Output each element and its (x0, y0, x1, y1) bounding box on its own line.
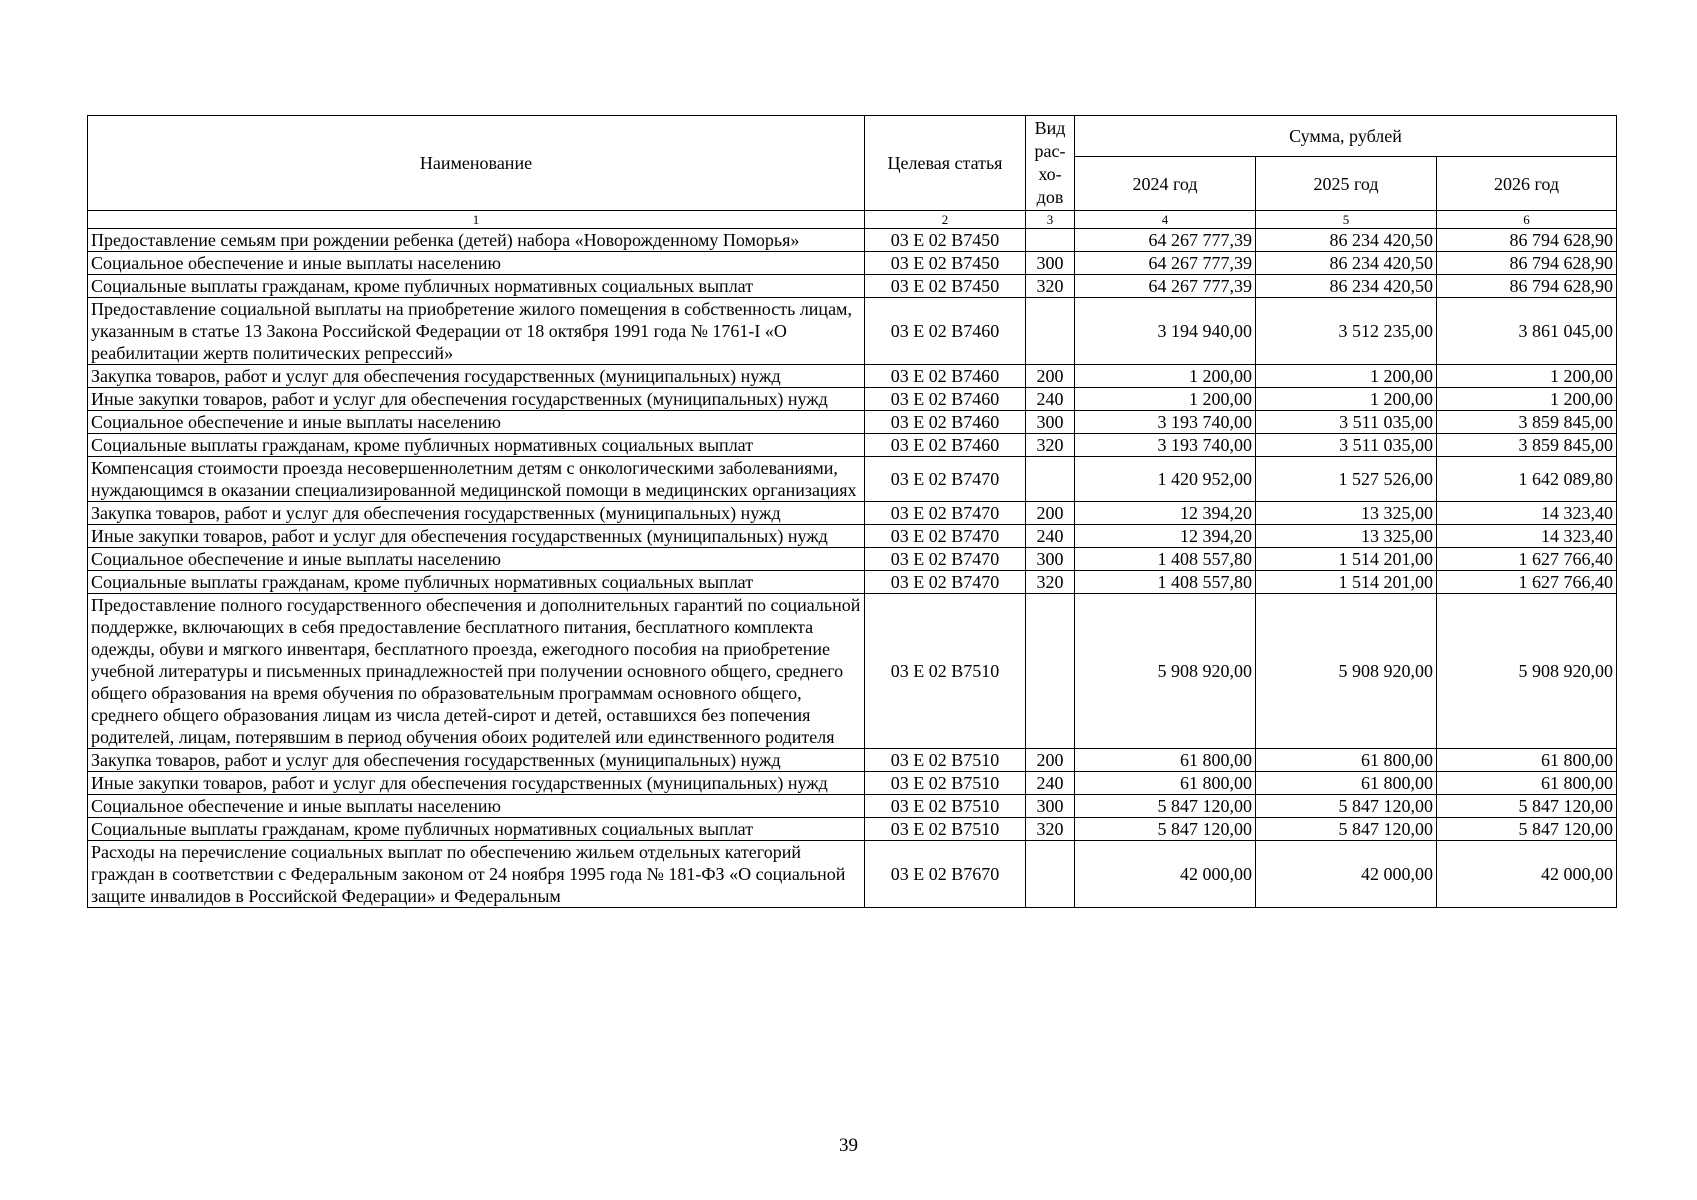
row-sum-2026: 1 627 766,40 (1437, 548, 1617, 571)
row-expense-type: 320 (1026, 571, 1075, 594)
row-name: Предоставление полного государственного обеспечения и дополнительных гарантий по социальной поддержке, включающих в себя предоставление бесплатного питания, бесплатного комплекта одежды, обуви и мягкого инвентаря, бесплатного проезда, ежегодного пособия на приобретение учебной литературы и письменных принадлежностей при получении основного общего, среднего общего образования на время обучения по образовательным программам основного общего, среднего общего образования лицам из числа детей-сирот и детей, оставшихся без попечения родителей, лицам, потерявшим в период обучения обоих родителей или единственного родителя (88, 594, 865, 749)
row-sum-2025: 1 527 526,00 (1256, 457, 1437, 502)
row-target-article: 03 Е 02 В7510 (865, 795, 1026, 818)
budget-table (87, 115, 1617, 908)
row-expense-type: 320 (1026, 818, 1075, 841)
row-sum-2026: 1 642 089,80 (1437, 457, 1617, 502)
table-row (88, 571, 1617, 594)
row-target-article: 03 Е 02 В7460 (865, 411, 1026, 434)
row-expense-type: 240 (1026, 772, 1075, 795)
row-sum-2026: 14 323,40 (1437, 525, 1617, 548)
row-target-article: 03 Е 02 В7460 (865, 365, 1026, 388)
row-target-article: 03 Е 02 В7670 (865, 841, 1026, 908)
row-sum-2025: 13 325,00 (1256, 525, 1437, 548)
row-sum-2026: 1 627 766,40 (1437, 571, 1617, 594)
column-index: 1 (88, 211, 865, 229)
row-name: Социальные выплаты гражданам, кроме публичных нормативных социальных выплат (88, 275, 865, 298)
row-sum-2026: 1 200,00 (1437, 365, 1617, 388)
table-row (88, 388, 1617, 411)
row-target-article: 03 Е 02 В7450 (865, 252, 1026, 275)
row-name: Закупка товаров, работ и услуг для обеспечения государственных (муниципальных) нужд (88, 749, 865, 772)
row-name: Социальное обеспечение и иные выплаты населению (88, 548, 865, 571)
row-expense-type: 200 (1026, 749, 1075, 772)
row-target-article: 03 Е 02 В7460 (865, 434, 1026, 457)
header-year-2026: 2026 год (1437, 157, 1617, 211)
row-sum-2024: 3 193 740,00 (1075, 434, 1256, 457)
column-index: 2 (865, 211, 1026, 229)
row-sum-2025: 86 234 420,50 (1256, 229, 1437, 252)
row-sum-2024: 1 408 557,80 (1075, 571, 1256, 594)
row-target-article: 03 Е 02 В7470 (865, 525, 1026, 548)
row-name: Социальное обеспечение и иные выплаты населению (88, 411, 865, 434)
column-index: 3 (1026, 211, 1075, 229)
table-row (88, 502, 1617, 525)
row-sum-2024: 64 267 777,39 (1075, 275, 1256, 298)
row-sum-2025: 61 800,00 (1256, 749, 1437, 772)
row-expense-type: 300 (1026, 548, 1075, 571)
table-row (88, 252, 1617, 275)
row-target-article: 03 Е 02 В7460 (865, 388, 1026, 411)
table-row (88, 275, 1617, 298)
table-row (88, 298, 1617, 365)
row-expense-type: 200 (1026, 502, 1075, 525)
row-sum-2026: 5 847 120,00 (1437, 818, 1617, 841)
row-sum-2026: 5 847 120,00 (1437, 795, 1617, 818)
row-expense-type (1026, 457, 1075, 502)
row-target-article: 03 Е 02 В7450 (865, 229, 1026, 252)
row-target-article: 03 Е 02 В7460 (865, 298, 1026, 365)
table-row (88, 434, 1617, 457)
row-expense-type (1026, 594, 1075, 749)
table-body (88, 229, 1617, 908)
row-name: Социальное обеспечение и иные выплаты населению (88, 795, 865, 818)
row-name: Расходы на перечисление социальных выплат по обеспечению жильем отдельных категорий граждан в соответствии с Федеральным законом от 24 ноября 1995 года № 181-ФЗ «О социальной защите инвалидов в Российской Федерации» и Федеральным (88, 841, 865, 908)
table-row (88, 749, 1617, 772)
table-row (88, 841, 1617, 908)
row-expense-type: 320 (1026, 434, 1075, 457)
row-sum-2026: 1 200,00 (1437, 388, 1617, 411)
row-sum-2026: 86 794 628,90 (1437, 252, 1617, 275)
row-sum-2024: 3 193 740,00 (1075, 411, 1256, 434)
row-name: Закупка товаров, работ и услуг для обеспечения государственных (муниципальных) нужд (88, 502, 865, 525)
row-sum-2025: 5 847 120,00 (1256, 818, 1437, 841)
row-name: Иные закупки товаров, работ и услуг для обеспечения государственных (муниципальных) нужд (88, 525, 865, 548)
row-sum-2024: 5 908 920,00 (1075, 594, 1256, 749)
page-number: 39 (839, 1135, 858, 1156)
row-target-article: 03 Е 02 В7510 (865, 772, 1026, 795)
row-sum-2026: 3 861 045,00 (1437, 298, 1617, 365)
column-index: 6 (1437, 211, 1617, 229)
table-row (88, 594, 1617, 749)
row-expense-type: 320 (1026, 275, 1075, 298)
header-sum: Сумма, рублей (1075, 116, 1617, 157)
header-target-article: Целевая статья (865, 116, 1026, 211)
row-sum-2026: 86 794 628,90 (1437, 275, 1617, 298)
row-target-article: 03 Е 02 В7470 (865, 571, 1026, 594)
row-name: Социальное обеспечение и иные выплаты населению (88, 252, 865, 275)
row-sum-2026: 42 000,00 (1437, 841, 1617, 908)
column-index: 4 (1075, 211, 1256, 229)
row-target-article: 03 Е 02 В7510 (865, 594, 1026, 749)
row-sum-2024: 42 000,00 (1075, 841, 1256, 908)
row-sum-2024: 12 394,20 (1075, 525, 1256, 548)
row-expense-type (1026, 229, 1075, 252)
row-sum-2024: 1 420 952,00 (1075, 457, 1256, 502)
row-sum-2025: 1 200,00 (1256, 388, 1437, 411)
row-expense-type: 240 (1026, 388, 1075, 411)
table-row (88, 365, 1617, 388)
row-sum-2025: 1 514 201,00 (1256, 548, 1437, 571)
table-row (88, 411, 1617, 434)
row-expense-type (1026, 298, 1075, 365)
header-expense-type: Вид рас-хо-дов (1026, 116, 1075, 211)
row-sum-2025: 3 511 035,00 (1256, 434, 1437, 457)
row-expense-type: 300 (1026, 252, 1075, 275)
row-name: Компенсация стоимости проезда несовершеннолетним детям с онкологическими заболеваниями, нуждающимся в оказании специализированной медицинской помощи в медицинских организациях (88, 457, 865, 502)
table-row (88, 795, 1617, 818)
row-sum-2026: 61 800,00 (1437, 772, 1617, 795)
row-target-article: 03 Е 02 В7470 (865, 457, 1026, 502)
row-sum-2025: 3 512 235,00 (1256, 298, 1437, 365)
row-sum-2024: 64 267 777,39 (1075, 229, 1256, 252)
row-name: Социальные выплаты гражданам, кроме публичных нормативных социальных выплат (88, 571, 865, 594)
row-sum-2025: 42 000,00 (1256, 841, 1437, 908)
row-expense-type: 200 (1026, 365, 1075, 388)
row-sum-2024: 1 200,00 (1075, 388, 1256, 411)
row-target-article: 03 Е 02 В7470 (865, 502, 1026, 525)
row-target-article: 03 Е 02 В7470 (865, 548, 1026, 571)
row-target-article: 03 Е 02 В7450 (865, 275, 1026, 298)
row-sum-2026: 3 859 845,00 (1437, 434, 1617, 457)
table-row (88, 229, 1617, 252)
table-row (88, 548, 1617, 571)
row-expense-type: 300 (1026, 411, 1075, 434)
row-sum-2025: 86 234 420,50 (1256, 252, 1437, 275)
table-row (88, 457, 1617, 502)
row-expense-type (1026, 841, 1075, 908)
table-row (88, 818, 1617, 841)
row-name: Предоставление социальной выплаты на приобретение жилого помещения в собственность лицам, указанным в статье 13 Закона Российской Федерации от 18 октября 1991 года № 1761-I «О реабилитации жертв политических репрессий» (88, 298, 865, 365)
header-year-2024: 2024 год (1075, 157, 1256, 211)
row-sum-2025: 86 234 420,50 (1256, 275, 1437, 298)
row-target-article: 03 Е 02 В7510 (865, 749, 1026, 772)
row-sum-2025: 1 200,00 (1256, 365, 1437, 388)
row-sum-2024: 1 408 557,80 (1075, 548, 1256, 571)
row-sum-2024: 1 200,00 (1075, 365, 1256, 388)
row-name: Иные закупки товаров, работ и услуг для обеспечения государственных (муниципальных) нужд (88, 772, 865, 795)
table-row (88, 525, 1617, 548)
column-index: 5 (1256, 211, 1437, 229)
row-name: Социальные выплаты гражданам, кроме публичных нормативных социальных выплат (88, 434, 865, 457)
header-year-2025: 2025 год (1256, 157, 1437, 211)
row-expense-type: 240 (1026, 525, 1075, 548)
row-sum-2024: 61 800,00 (1075, 749, 1256, 772)
row-sum-2024: 61 800,00 (1075, 772, 1256, 795)
row-sum-2025: 5 908 920,00 (1256, 594, 1437, 749)
row-sum-2026: 86 794 628,90 (1437, 229, 1617, 252)
column-index-row (88, 211, 1617, 229)
row-sum-2026: 61 800,00 (1437, 749, 1617, 772)
row-sum-2025: 5 847 120,00 (1256, 795, 1437, 818)
row-sum-2026: 5 908 920,00 (1437, 594, 1617, 749)
row-sum-2025: 13 325,00 (1256, 502, 1437, 525)
row-sum-2025: 1 514 201,00 (1256, 571, 1437, 594)
row-name: Иные закупки товаров, работ и услуг для обеспечения государственных (муниципальных) нужд (88, 388, 865, 411)
row-name: Предоставление семьям при рождении ребенка (детей) набора «Новорожденному Поморья» (88, 229, 865, 252)
row-sum-2024: 64 267 777,39 (1075, 252, 1256, 275)
row-name: Социальные выплаты гражданам, кроме публичных нормативных социальных выплат (88, 818, 865, 841)
row-sum-2024: 5 847 120,00 (1075, 795, 1256, 818)
row-sum-2024: 12 394,20 (1075, 502, 1256, 525)
row-target-article: 03 Е 02 В7510 (865, 818, 1026, 841)
row-sum-2025: 61 800,00 (1256, 772, 1437, 795)
table-row (88, 772, 1617, 795)
row-sum-2024: 5 847 120,00 (1075, 818, 1256, 841)
row-sum-2026: 3 859 845,00 (1437, 411, 1617, 434)
row-expense-type: 300 (1026, 795, 1075, 818)
row-sum-2024: 3 194 940,00 (1075, 298, 1256, 365)
header-name: Наименование (88, 116, 865, 211)
row-sum-2026: 14 323,40 (1437, 502, 1617, 525)
row-sum-2025: 3 511 035,00 (1256, 411, 1437, 434)
row-name: Закупка товаров, работ и услуг для обеспечения государственных (муниципальных) нужд (88, 365, 865, 388)
